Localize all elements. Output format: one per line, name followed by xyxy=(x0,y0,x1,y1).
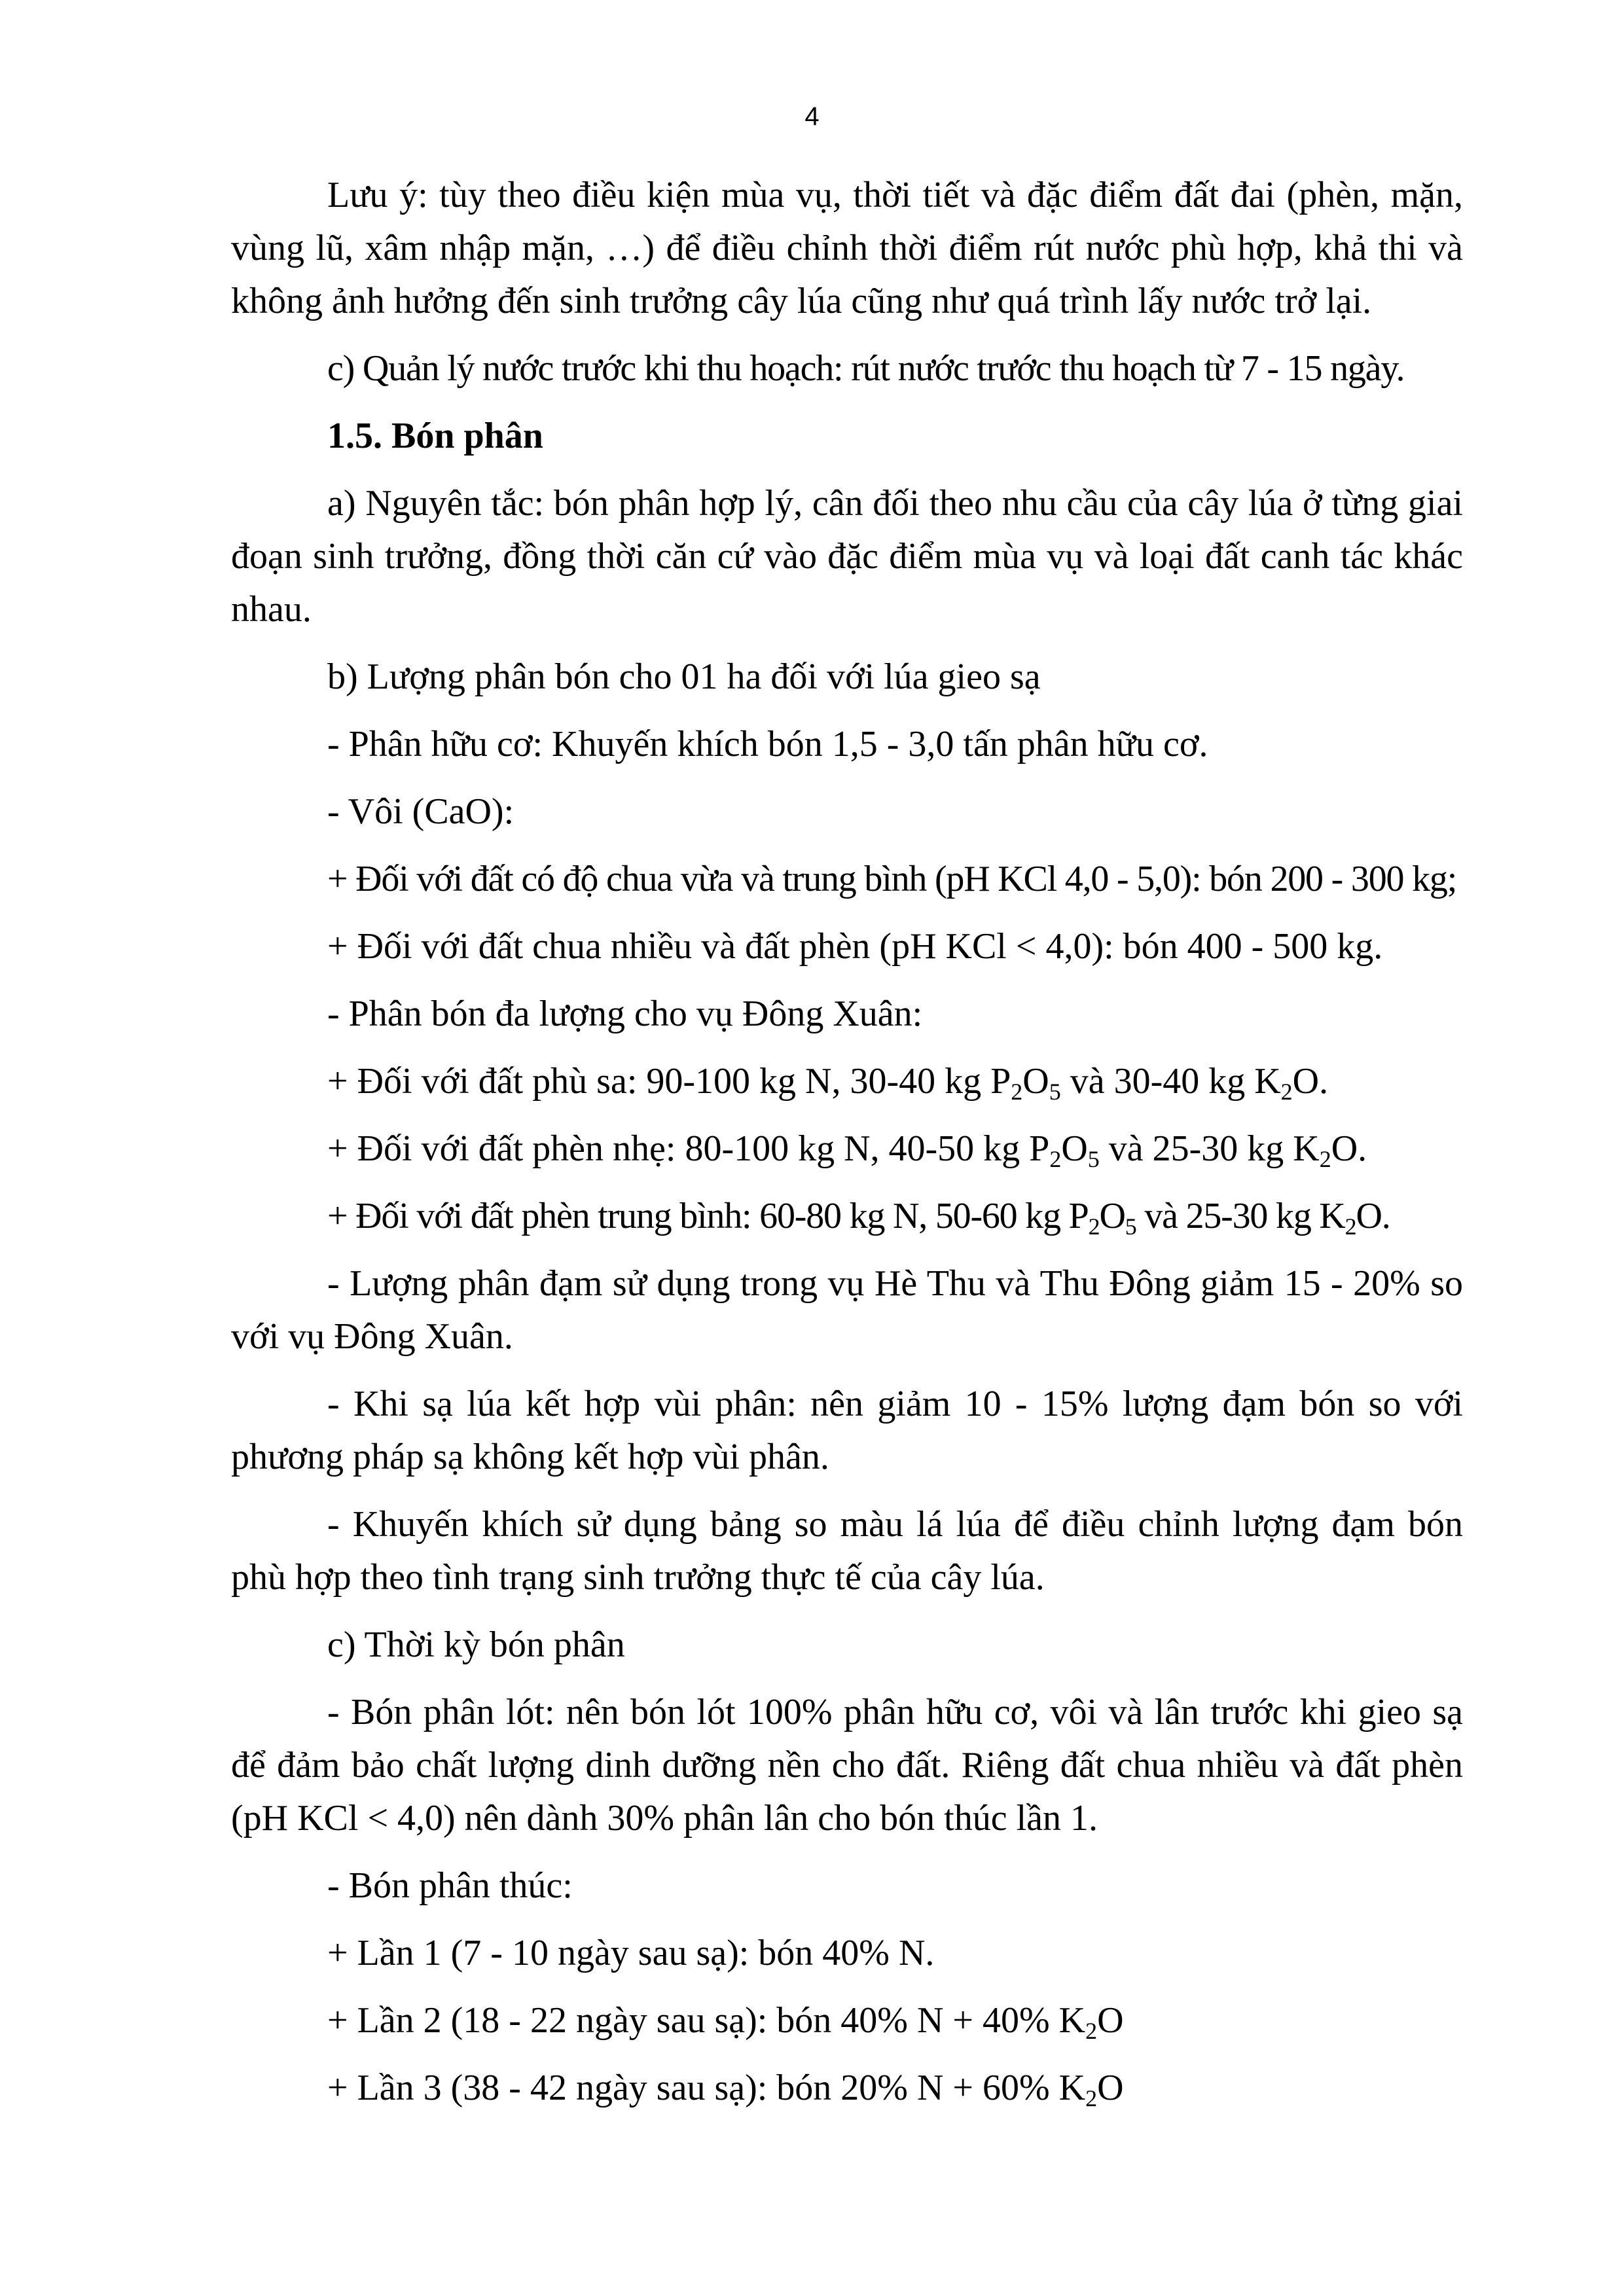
subscript: 2 xyxy=(1085,2018,1098,2044)
text-run: + Lần 2 (18 - 22 ngày sau sạ): bón 40% N + 40% K xyxy=(327,2000,1086,2041)
text-run: O xyxy=(1061,1128,1088,1169)
page-content xyxy=(231,169,1463,2129)
subscript: 2 xyxy=(1049,1146,1062,1172)
list-item-voi-chua-nhieu: + Đối với đất chua nhiều và đất phèn (pH KCl < 4,0): bón 400 - 500 kg. xyxy=(327,926,1383,967)
list-item-phan-huu-co: - Phân hữu cơ: Khuyến khích bón 1,5 - 3,0 tấn phân hữu cơ. xyxy=(327,724,1208,764)
paragraph-luu-y: Lưu ý: tùy theo điều kiện mùa vụ, thời tiết và đặc điểm đất đai (phèn, mặn, vùng lũ, xâm nhập mặn, …) để điều chỉnh thời điểm rút nước phù hợp, khả thi và không ảnh hưởng đến sinh trưởng cây lúa cũng như quá trình lấy nước trở lại. xyxy=(231,175,1463,321)
list-item-lan-3 xyxy=(231,2062,1463,2115)
list-item-da-luong: - Phân bón đa lượng cho vụ Đông Xuân: xyxy=(327,994,923,1034)
text-run: O. xyxy=(1292,1061,1329,1102)
paragraph-nguyen-tac: a) Nguyên tắc: bón phân hợp lý, cân đối theo nhu cầu của cây lúa ở từng giai đoạn sinh trưởng, đồng thời căn cứ vào đặc điểm mùa vụ và loại đất canh tác khác nhau. xyxy=(231,483,1463,630)
subscript: 5 xyxy=(1049,1079,1061,1105)
section-heading-bon-phan: 1.5. Bón phân xyxy=(327,416,543,456)
text-run: và 30-40 kg K xyxy=(1060,1061,1281,1102)
text-run: + Lần 3 (38 - 42 ngày sau sạ): bón 20% N + 60% K xyxy=(327,2068,1086,2108)
text-run: O xyxy=(1022,1061,1049,1102)
list-item-dam-he-thu: - Lượng phân đạm sử dụng trong vụ Hè Thu và Thu Đông giảm 15 - 20% so với vụ Đông Xuân. xyxy=(231,1263,1463,1357)
list-item-dat-phen-nhe xyxy=(231,1122,1463,1175)
list-item-bang-so-mau: - Khuyến khích sử dụng bảng so màu lá lúa để điều chỉnh lượng đạm bón phù hợp theo tình trạng sinh trưởng thực tế của cây lúa. xyxy=(231,1504,1463,1598)
paragraph-thoi-ky-bon-phan: c) Thời kỳ bón phân xyxy=(327,1624,625,1665)
list-item-dat-phu-sa xyxy=(231,1055,1463,1108)
text-run: + Đối với đất phèn trung bình: 60-80 kg N, 50-60 kg P xyxy=(327,1196,1089,1236)
text-run: và 25-30 kg K xyxy=(1099,1128,1320,1169)
text-run: O xyxy=(1097,2068,1124,2108)
text-run: O. xyxy=(1356,1196,1390,1236)
text-run: O. xyxy=(1331,1128,1367,1169)
subscript: 2 xyxy=(1344,1213,1356,1240)
subscript: 5 xyxy=(1125,1213,1136,1240)
list-item-vui-phan: - Khi sạ lúa kết hợp vùi phân: nên giảm 10 - 15% lượng đạm bón so với phương pháp sạ không kết hợp vùi phân. xyxy=(231,1384,1463,1477)
text-run: + Đối với đất phèn nhẹ: 80-100 kg N, 40-50 kg P xyxy=(327,1128,1050,1169)
list-item-voi-chua-vua: + Đối với đất có độ chua vừa và trung bình (pH KCl 4,0 - 5,0): bón 200 - 300 kg; xyxy=(327,859,1457,899)
list-item-dat-phen-trung-binh xyxy=(231,1190,1463,1243)
paragraph-luong-phan-bon: b) Lượng phân bón cho 01 ha đối với lúa gieo sạ xyxy=(327,656,1041,697)
list-item-voi: - Vôi (CaO): xyxy=(327,791,514,832)
list-item-lan-2 xyxy=(231,1994,1463,2047)
list-item-bon-lot: - Bón phân lót: nên bón lót 100% phân hữu cơ, vôi và lân trước khi gieo sạ để đảm bảo chất lượng dinh dưỡng nền cho đất. Riêng đất chua nhiều và đất phèn (pH KCl < 4,0) nên dành 30% phân lân cho bón thúc lần 1. xyxy=(231,1692,1463,1839)
text-run: + Đối với đất phù sa: 90-100 kg N, 30-40 kg P xyxy=(327,1061,1011,1102)
subscript: 2 xyxy=(1280,1079,1293,1105)
list-item-bon-thuc: - Bón phân thúc: xyxy=(327,1865,573,1906)
subscript: 2 xyxy=(1319,1146,1331,1172)
text-run: O xyxy=(1097,2000,1124,2041)
subscript: 2 xyxy=(1085,2085,1098,2111)
subscript: 5 xyxy=(1087,1146,1100,1172)
text-run: và 25-30 kg K xyxy=(1136,1196,1345,1236)
subscript: 2 xyxy=(1088,1213,1100,1240)
paragraph-quan-ly-nuoc: c) Quản lý nước trước khi thu hoạch: rút nước trước thu hoạch từ 7 - 15 ngày. xyxy=(327,348,1405,389)
page-number: 4 xyxy=(804,102,820,131)
text-run: O xyxy=(1099,1196,1125,1236)
subscript: 2 xyxy=(1011,1079,1023,1105)
list-item-lan-1: + Lần 1 (7 - 10 ngày sau sạ): bón 40% N. xyxy=(327,1933,935,1973)
